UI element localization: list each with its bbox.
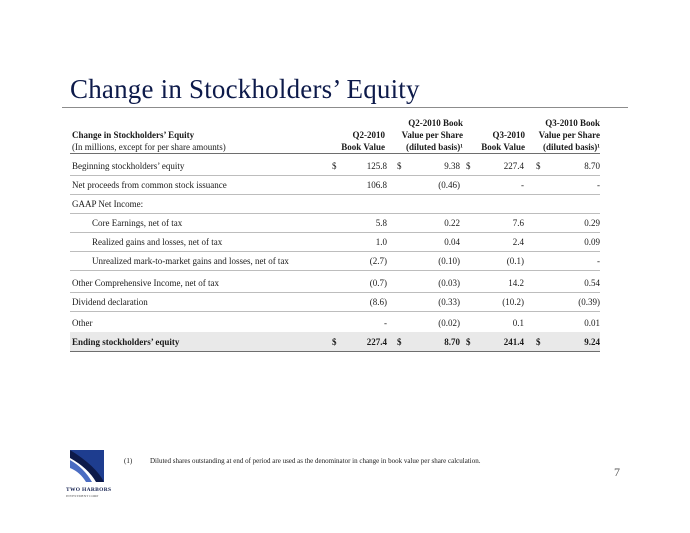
table-total-row xyxy=(70,332,600,352)
cell-value: - xyxy=(521,180,524,190)
table-row xyxy=(70,292,600,312)
column-header-q3-value-per-share xyxy=(520,117,600,153)
title-divider xyxy=(62,107,628,108)
column-header-line: Book Value xyxy=(341,142,385,152)
row-label: Other xyxy=(72,318,93,328)
two-harbors-logo-icon xyxy=(66,448,108,484)
footnote-text: Diluted shares outstanding at end of period are used as the denominator in change in book value per share calculation. xyxy=(150,457,481,465)
table-header-divider xyxy=(70,153,600,154)
row-divider xyxy=(70,270,600,271)
row-label: Dividend declaration xyxy=(72,297,148,307)
table-row xyxy=(70,251,600,271)
cell-value: 227.4 xyxy=(366,337,387,347)
table-row xyxy=(70,313,600,333)
cell-value: (0.33) xyxy=(438,297,460,307)
cell-value: (0.1) xyxy=(506,256,524,266)
row-label: Other Comprehensive Income, net of tax xyxy=(72,278,219,288)
column-header-line: Book Value xyxy=(481,142,525,152)
cell-value: 8.70 xyxy=(584,161,600,171)
table-row xyxy=(70,194,600,214)
cell-value: 5.8 xyxy=(375,218,387,228)
column-header-line xyxy=(305,117,385,129)
cell-value: 0.22 xyxy=(444,218,460,228)
cell-value: 125.8 xyxy=(366,161,387,171)
table-row xyxy=(70,232,600,252)
currency-symbol: $ xyxy=(536,337,541,347)
cell-value: - xyxy=(384,318,387,328)
cell-value: 241.4 xyxy=(503,337,524,347)
currency-symbol: $ xyxy=(397,337,402,347)
column-header-line: Q2-2010 Book xyxy=(408,118,463,128)
cell-value: (0.10) xyxy=(438,256,460,266)
column-header-line: Value per Share xyxy=(401,130,463,140)
table-header-label-block xyxy=(72,129,226,153)
cell-value: (8.6) xyxy=(369,297,387,307)
cell-value: (0.46) xyxy=(438,180,460,190)
cell-value: (2.7) xyxy=(369,256,387,266)
table-row xyxy=(70,156,600,176)
row-label: GAAP Net Income: xyxy=(72,199,144,209)
logo-name: TWO HARBORS xyxy=(66,487,112,493)
cell-value: 0.01 xyxy=(584,318,600,328)
table-header-label: Change in Stockholders’ Equity xyxy=(72,130,195,140)
cell-value: 7.6 xyxy=(512,218,524,228)
cell-value: 9.24 xyxy=(584,337,600,347)
column-header-q2-book-value xyxy=(305,117,385,153)
cell-value: - xyxy=(597,180,600,190)
cell-value: 2.4 xyxy=(512,237,524,247)
table-row xyxy=(70,175,600,195)
currency-symbol: $ xyxy=(332,161,337,171)
currency-symbol: $ xyxy=(536,161,541,171)
column-header-line: Q3-2010 xyxy=(492,130,525,140)
table-header-sublabel: (In millions, except for per share amounts) xyxy=(72,142,226,152)
table-bottom-divider xyxy=(70,351,600,352)
column-header-line: Q3-2010 Book xyxy=(545,118,600,128)
currency-symbol: $ xyxy=(466,161,471,171)
cell-value: (0.02) xyxy=(438,318,460,328)
table-row xyxy=(70,213,600,233)
cell-value: 1.0 xyxy=(375,237,387,247)
cell-value: 227.4 xyxy=(503,161,524,171)
cell-value: 0.29 xyxy=(584,218,600,228)
currency-symbol: $ xyxy=(332,337,337,347)
row-label: Net proceeds from common stock issuance xyxy=(72,180,227,190)
cell-value: 0.09 xyxy=(584,237,600,247)
table-row xyxy=(70,273,600,293)
cell-value: 0.04 xyxy=(444,237,460,247)
slide-title: Change in Stockholders’ Equity xyxy=(70,74,420,104)
column-header-line: Value per Share xyxy=(538,130,600,140)
row-label: Realized gains and losses, net of tax xyxy=(92,237,223,247)
cell-value: 0.54 xyxy=(584,278,600,288)
logo-tagline: INVESTMENT CORP xyxy=(66,494,99,498)
column-header-q3-book-value xyxy=(445,117,525,153)
column-header-line: (diluted basis)¹ xyxy=(543,142,600,152)
cell-value: 8.70 xyxy=(444,337,460,347)
row-label: Beginning stockholders’ equity xyxy=(72,161,185,171)
cell-value: (10.2) xyxy=(502,297,524,307)
cell-value: - xyxy=(597,256,600,266)
currency-symbol: $ xyxy=(466,337,471,347)
column-header-line: (diluted basis)¹ xyxy=(406,142,463,152)
cell-value: (0.7) xyxy=(369,278,387,288)
currency-symbol: $ xyxy=(397,161,402,171)
row-label: Ending stockholders’ equity xyxy=(72,337,180,347)
column-header-line xyxy=(445,117,525,129)
cell-value: 0.1 xyxy=(512,318,524,328)
column-header-line: Q2-2010 xyxy=(352,130,385,140)
row-label: Core Earnings, net of tax xyxy=(92,218,183,228)
page-number: 7 xyxy=(614,465,620,479)
cell-value: 106.8 xyxy=(366,180,387,190)
footnote-marker: (1) xyxy=(124,457,133,465)
cell-value: 14.2 xyxy=(508,278,524,288)
cell-value: (0.03) xyxy=(438,278,460,288)
row-label: Unrealized mark-to-market gains and losses, net of tax xyxy=(92,256,289,266)
cell-value: 9.38 xyxy=(444,161,460,171)
row-divider xyxy=(70,311,600,312)
cell-value: (0.39) xyxy=(578,297,600,307)
